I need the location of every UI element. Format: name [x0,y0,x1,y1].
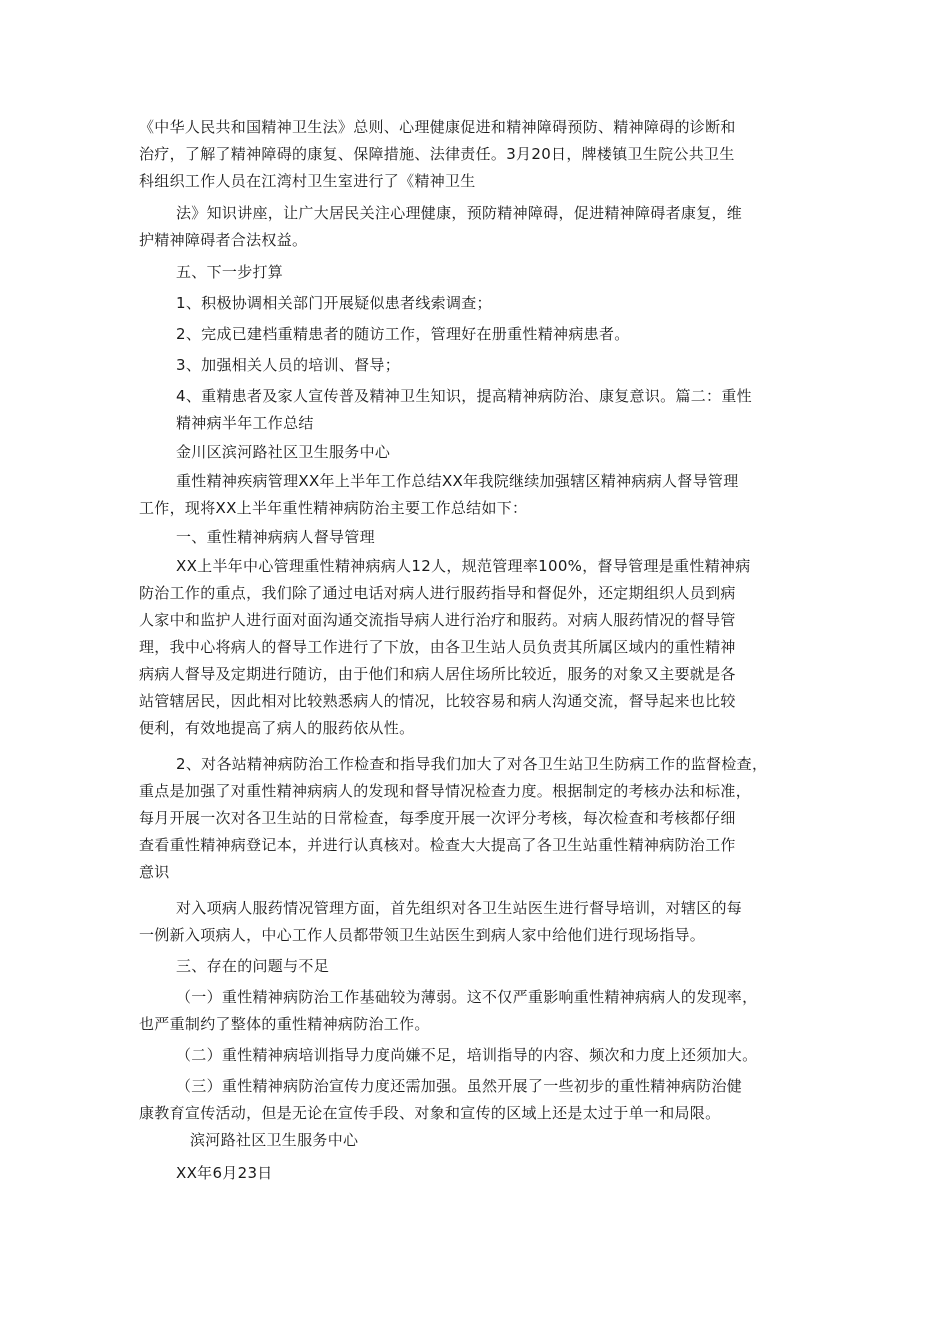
text-line: 查看重性精神病登记本，并进行认真核对。检查大大提高了各卫生站重性精神病防治工作 [139,836,736,854]
text-line: 一例新入项病人，中心工作人员都带领卫生站医生到病人家中给他们进行现场指导。 [139,926,706,944]
list-item: 4、重精患者及家人宣传普及精神卫生知识，提高精神病防治、康复意识。篇二：重性 [176,387,752,405]
text-line: 重性精神疾病管理XX年上半年工作总结XX年我院继续加强辖区精神病病人督导管理 [176,472,739,490]
text-line: 康教育宣传活动，但是无论在宣传手段、对象和宣传的区域上还是太过于单一和局限。 [139,1104,721,1122]
text-line: 工作，现将XX上半年重性精神病防治主要工作总结如下： [139,499,528,517]
text-line: （二）重性精神病培训指导力度尚嫌不足，培训指导的内容、频次和力度上还须加大。 [176,1046,758,1064]
text-line: 便利，有效地提高了病人的服药依从性。 [139,719,415,737]
text-line: 防治工作的重点，我们除了通过电话对病人进行服药指导和督促外，还定期组织人员到病 [139,584,736,602]
list-item: 3、加强相关人员的培训、督导； [176,356,401,374]
text-line: 理，我中心将病人的督导工作进行了下放，由各卫生站人员负责其所属区域内的重性精神 [139,638,736,656]
list-item: 1、积极协调相关部门开展疑似患者线索调查； [176,294,492,312]
org-name: 金川区滨河路社区卫生服务中心 [176,443,391,461]
section-heading: 五、下一步打算 [176,263,284,281]
section-heading: 一、重性精神病病人督导管理 [176,528,375,546]
text-line: 病病人督导及定期进行随访，由于他们和病人居住场所比较近，服务的对象又主要就是各 [139,665,736,683]
signature-date: XX年6月23日 [176,1164,273,1182]
text-line: 法》知识讲座，让广大居民关注心理健康，预防精神障碍，促进精神障碍者康复，维 [176,204,743,222]
text-line: 科组织工作人员在江湾村卫生室进行了《精神卫生 [139,172,476,190]
section-heading: 三、存在的问题与不足 [176,957,330,975]
text-line: 2、对各站精神病防治工作检查和指导我们加大了对各卫生站卫生防病工作的监督检查， [176,755,768,773]
text-line: （三）重性精神病防治宣传力度还需加强。虽然开展了一些初步的重性精神病防治健 [176,1077,743,1095]
list-item: 2、完成已建档重精患者的随访工作，管理好在册重性精神病患者。 [176,325,630,343]
text-line: 重点是加强了对重性精神病病人的发现和督导情况检查力度。根据制定的考核办法和标准， [139,782,752,800]
text-line: 意识 [139,863,170,881]
text-line: 站管辖居民，因此相对比较熟悉病人的情况，比较容易和病人沟通交流，督导起来也比较 [139,692,736,710]
text-line: 每月开展一次对各卫生站的日常检查，每季度开展一次评分考核，每次检查和考核都仔细 [139,809,736,827]
text-line: （一）重性精神病防治工作基础较为薄弱。这不仅严重影响重性精神病病人的发现率， [176,988,758,1006]
signature-org: 滨河路社区卫生服务中心 [190,1131,359,1149]
text-line: 护精神障碍者合法权益。 [139,231,308,249]
text-line: 精神病半年工作总结 [176,414,314,432]
text-line: 《中华人民共和国精神卫生法》总则、心理健康促进和精神障碍预防、精神障碍的诊断和 [139,118,736,136]
text-line: 也严重制约了整体的重性精神病防治工作。 [139,1015,430,1033]
text-line: 治疗，了解了精神障碍的康复、保障措施、法律责任。3月20日，牌楼镇卫生院公共卫生 [139,145,735,163]
text-line: 人家中和监护人进行面对面沟通交流指导病人进行治疗和服药。对病人服药情况的督导管 [139,611,736,629]
text-line: XX上半年中心管理重性精神病病人12人，规范管理率100%，督导管理是重性精神病 [176,557,751,575]
text-line: 对入项病人服药情况管理方面，首先组织对各卫生站医生进行督导培训，对辖区的每 [176,899,743,917]
